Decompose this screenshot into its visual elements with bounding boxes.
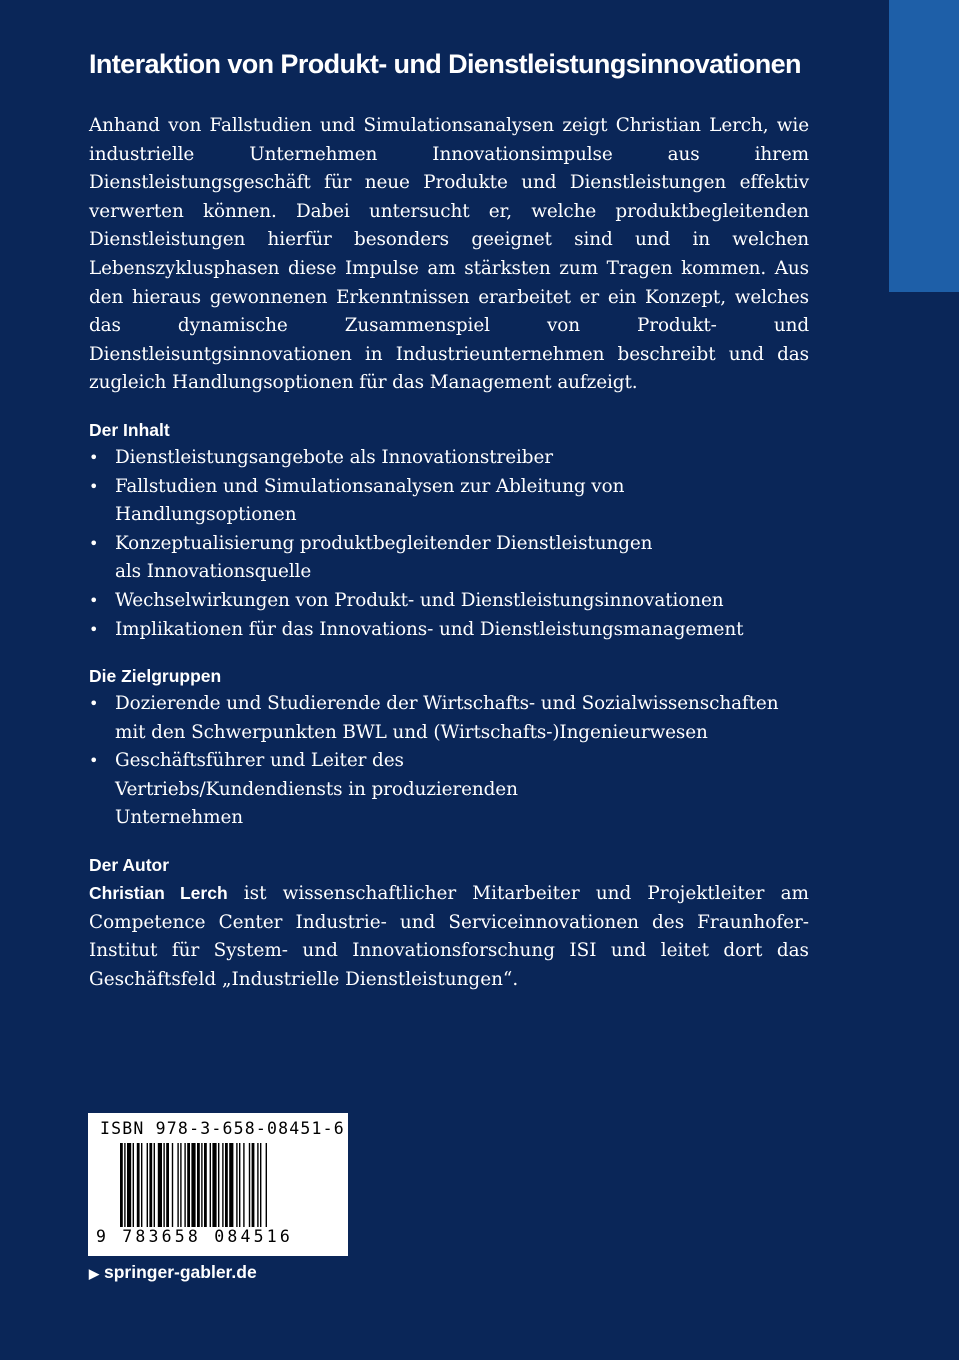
barcode-bar [147, 1143, 148, 1227]
barcode-bars [120, 1143, 320, 1231]
barcode-bar [177, 1143, 178, 1227]
barcode-bar [236, 1143, 237, 1227]
barcode-bar [210, 1143, 211, 1227]
barcode-bar [187, 1143, 190, 1227]
barcode-bar [180, 1143, 181, 1227]
list-item: • Dozierende und Studierende der Wirtschafts- und Sozialwissenschaften mit den Schwerpunkten BWL und (Wirtschafts-)Ingenieurwesen [89, 690, 809, 747]
barcode-digits: 9 783658 084516 [96, 1227, 294, 1246]
barcode-bar [141, 1143, 142, 1227]
isbn-number: ISBN 978-3-658-08451-6 [100, 1119, 345, 1138]
isbn-barcode [88, 1113, 348, 1256]
list-item: • Wechselwirkungen von Produkt- und Dienstleistungsinnovationen [89, 587, 809, 616]
inhalt-list [89, 444, 809, 644]
barcode-bar [154, 1143, 155, 1227]
book-title: Interaktion von Produkt- und Dienstleistungsinnovationen [89, 49, 801, 79]
list-item: • Konzeptualisierung produktbegleitender Dienstleistungen als Innovationsquelle [89, 530, 809, 587]
barcode-bar [249, 1143, 250, 1227]
barcode-bar [201, 1143, 202, 1227]
barcode-bar [124, 1143, 125, 1227]
barcode-bar [229, 1143, 233, 1227]
list-item: • Geschäftsführer und Leiter des Vertriebs/Kundendiensts in produzierenden Unternehmen [89, 747, 809, 833]
arrow-right-icon: ▶ [89, 1266, 99, 1281]
barcode-bar [260, 1143, 261, 1227]
barcode-bar [163, 1143, 164, 1227]
barcode-bar [166, 1143, 169, 1227]
barcode-bar [133, 1143, 134, 1227]
list-item: • Fallstudien und Simulationsanalysen zur Ableitung von Handlungsoptionen [89, 473, 809, 530]
barcode-bar [239, 1143, 240, 1227]
barcode-bar [266, 1143, 267, 1227]
barcode-bar [225, 1143, 228, 1227]
back-cover-content [89, 44, 809, 994]
barcode-bar [191, 1143, 195, 1227]
list-item: • Implikationen für das Innovations- und Dienstleistungsmanagement [89, 616, 809, 645]
barcode-bar [127, 1143, 131, 1227]
zielgruppen-heading: Die Zielgruppen [89, 666, 222, 687]
barcode-bar [172, 1143, 173, 1227]
barcode-bar [252, 1143, 255, 1227]
author-name: Christian Lerch [89, 883, 228, 904]
author-bio [89, 879, 809, 994]
barcode-bar [243, 1143, 244, 1227]
inhalt-heading: Der Inhalt [89, 419, 170, 440]
barcode-bar [218, 1143, 219, 1227]
accent-tab [889, 0, 959, 292]
barcode-bar [197, 1143, 200, 1227]
website-text: springer-gabler.de [104, 1262, 257, 1282]
zielgruppen-list [89, 690, 809, 833]
barcode-bar [222, 1143, 223, 1227]
intro-paragraph: Anhand von Fallstudien und Simulationsanalysen zeigt Christian Lerch, wie industrielle Unternehmen Innovationsimpulse aus ihrem Dienstleistungsgeschäft für neue Produkte und Dienstleistungen effektiv verwerten können. Dabei untersucht er, welche produktbegleitenden Dienstleistungen hierfür besonders geeignet sind und in welchen Lebenszyklusphasen diese Impulse am stärksten zum Tragen kommen. Aus den hieraus gewonnenen Erkenntnissen erarbeitet er ein Konzept, welches das dynamische Zusammenspiel von Produkt- und Dienstleisuntgsinnovationen in Industrieunternehmen beschreibt und das zugleich Handlungsoptionen für das Management aufzeigt. [89, 115, 809, 394]
barcode-bar [204, 1143, 207, 1227]
barcode-bar [158, 1143, 162, 1227]
website-link[interactable] [89, 1262, 257, 1283]
barcode-bar [184, 1143, 185, 1227]
barcode-bar [257, 1143, 258, 1227]
barcode-bar [120, 1143, 123, 1227]
autor-heading: Der Autor [89, 855, 170, 876]
list-item: • Dienstleistungsangebote als Innovationstreiber [89, 444, 809, 473]
barcode-bar [149, 1143, 152, 1227]
barcode-bar [212, 1143, 216, 1227]
author-text: ist wissenschaftlicher Mitarbeiter und Projektleiter am Competence Center Industrie- und Serviceinnovationen des Fraunhofer-Institut für System- und Innovationsforschung ISI und leitet dort das Geschäftsfeld „Industrielle Dienstleistungen“. [89, 883, 809, 990]
barcode-bar [137, 1143, 140, 1227]
